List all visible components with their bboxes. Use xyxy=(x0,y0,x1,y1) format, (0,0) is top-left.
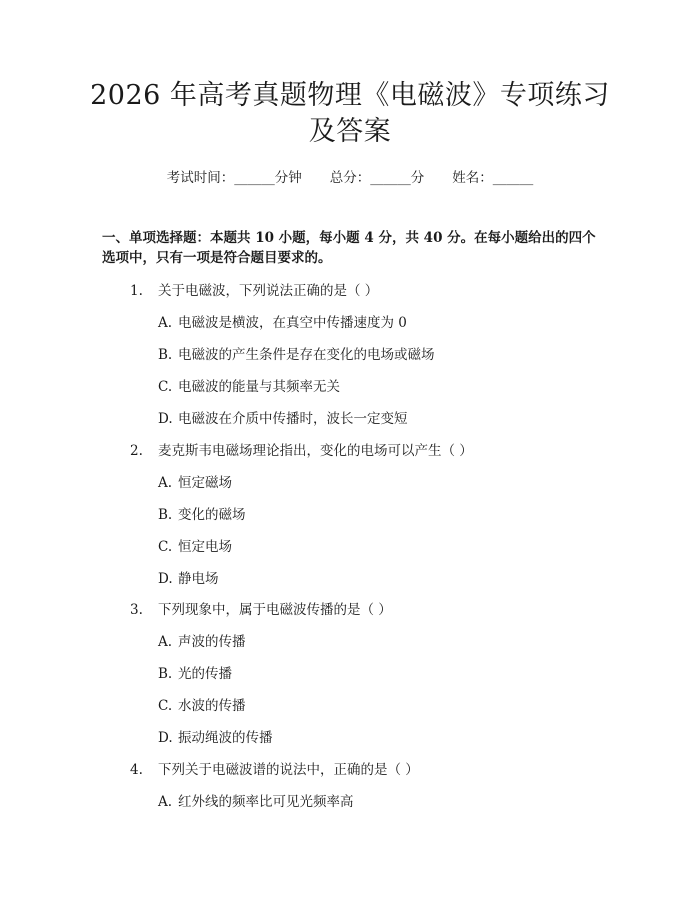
score-label: 总分： xyxy=(329,170,371,186)
question-text: 关于电磁波，下列说法正确的是（ ） xyxy=(158,283,379,299)
option-letter: A. xyxy=(158,315,173,331)
question-number: 2. xyxy=(130,443,143,459)
option-text: 电磁波在介质中传播时，波长一定变短 xyxy=(178,411,408,427)
option-letter: B. xyxy=(158,666,173,682)
time-unit: 分钟 xyxy=(274,170,302,186)
option-letter: A. xyxy=(158,634,173,650)
option-text: 恒定电场 xyxy=(178,539,232,555)
section-heading: 一、单项选择题：本题共 10 小题，每小题 4 分，共 40 分。在每小题给出的四个选项中，只有一项是符合题目要求的。 xyxy=(102,230,596,266)
exam-info-line xyxy=(0,168,700,188)
question-number: 1. xyxy=(130,283,143,299)
option-text: 恒定磁场 xyxy=(178,475,232,491)
option-letter: C. xyxy=(158,539,173,555)
option-text: 电磁波是横波，在真空中传播速度为 0 xyxy=(178,315,407,331)
option-text: 水波的传播 xyxy=(178,698,246,714)
score-blank: ______ xyxy=(370,170,411,186)
option-text: 振动绳波的传播 xyxy=(178,730,273,746)
question-text: 麦克斯韦电磁场理论指出，变化的电场可以产生（ ） xyxy=(158,443,473,459)
option-letter: A. xyxy=(158,794,173,810)
option-text: 声波的传播 xyxy=(178,634,246,650)
option-letter: B. xyxy=(158,347,173,363)
name-blank: ______ xyxy=(492,170,534,186)
time-blank: ______ xyxy=(234,170,275,186)
option-text: 电磁波的产生条件是存在变化的电场或磁场 xyxy=(178,347,435,363)
name-label: 姓名： xyxy=(452,170,493,186)
option-text: 红外线的频率比可见光频率高 xyxy=(178,794,354,810)
option-letter: D. xyxy=(158,730,173,746)
option-text: 电磁波的能量与其频率无关 xyxy=(178,379,340,395)
question-number: 4. xyxy=(130,762,143,778)
time-label: 考试时间： xyxy=(166,170,235,186)
option-letter: A. xyxy=(158,475,173,491)
option-text: 变化的磁场 xyxy=(178,507,246,523)
option-text: 光的传播 xyxy=(178,666,232,682)
page-title: 2026 年高考真题物理《电磁波》专项练习及答案 xyxy=(90,80,610,147)
option-letter: D. xyxy=(158,411,173,427)
option-letter: C. xyxy=(158,698,173,714)
option-letter: B. xyxy=(158,507,173,523)
score-unit: 分 xyxy=(410,170,425,186)
question-number: 3. xyxy=(130,602,143,618)
question-text: 下列关于电磁波谱的说法中，正确的是（ ） xyxy=(158,762,419,778)
option-letter: C. xyxy=(158,379,173,395)
option-letter: D. xyxy=(158,571,173,587)
question-text: 下列现象中，属于电磁波传播的是（ ） xyxy=(158,602,392,618)
option-text: 静电场 xyxy=(178,571,219,587)
